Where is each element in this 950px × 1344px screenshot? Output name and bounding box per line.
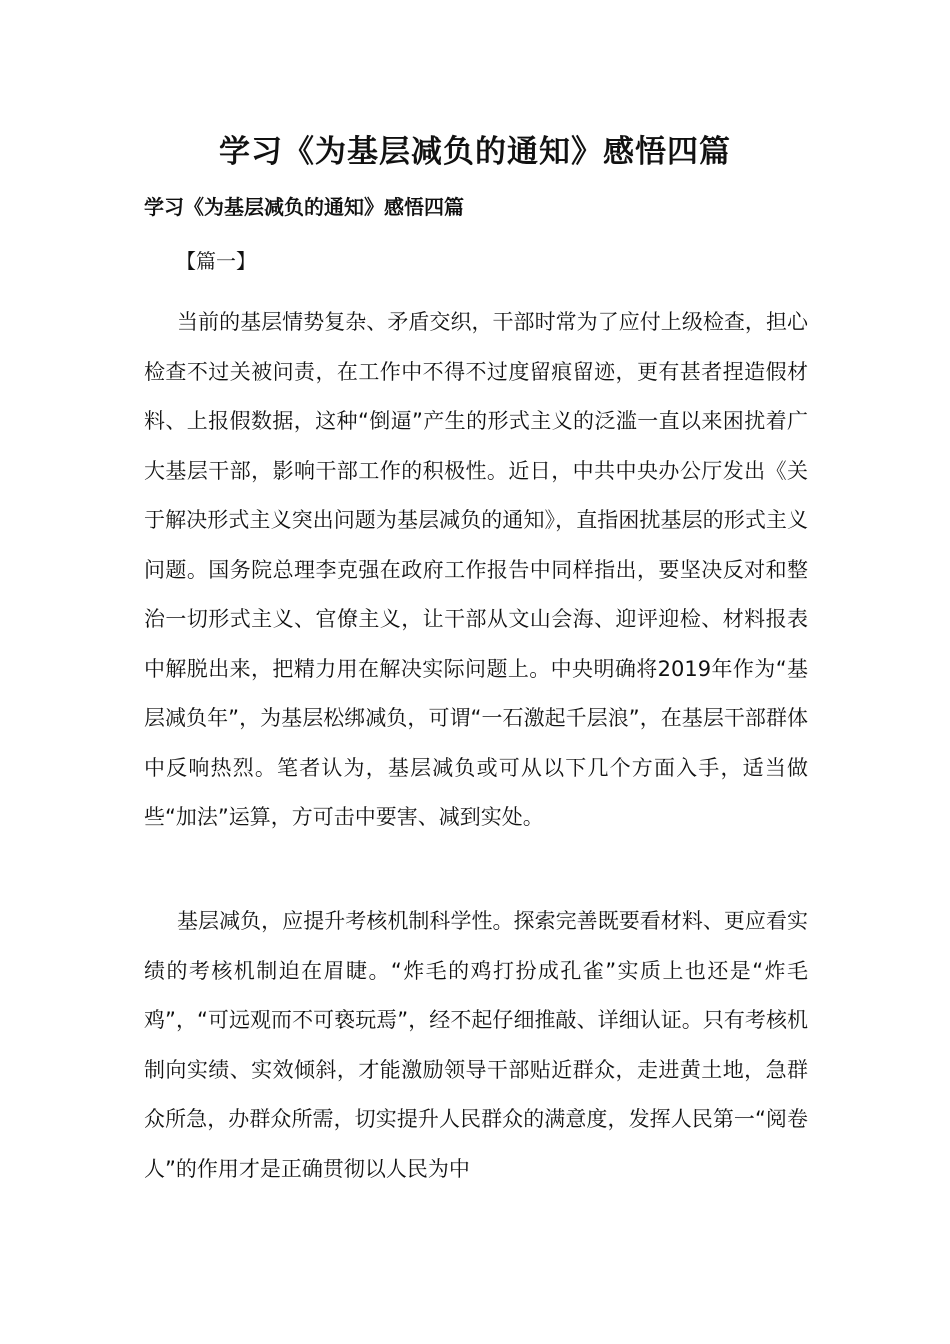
body-paragraph-2: 基层减负，应提升考核机制科学性。探索完善既要看材料、更应看实绩的考核机制迫在眉睫。“炸毛的鸡打扮成孔雀”实质上也还是“炸毛鸡”，“可远观而不可亵玩焉”，经不起仔细推敲、详细认证。只有考核机制向实绩、实效倾斜，才能激励领导干部贴近群众，走进黄土地，急群众所急，办群众所需，切实提升人民群众的满意度，发挥人民第一“阅卷人”的作用才是正确贯彻以人民为中: [144, 909, 808, 1181]
document-title: 学习《为基层减负的通知》感悟四篇: [219, 134, 731, 170]
body-paragraph-1: 当前的基层情势复杂、矛盾交织，干部时常为了应付上级检查，担心检查不过关被问责，在工作中不得不过度留痕留迹，更有甚者捏造假材料、上报假数据，这种“倒逼”产生的形式主义的泛滥一直以来困扰着广大基层干部，影响干部工作的积极性。近日，中共中央办公厅发出《关于解决形式主义突出问题为基层减负的通知》，直指困扰基层的形式主义问题。国务院总理李克强在政府工作报告中同样指出，要坚决反对和整治一切形式主义、官僚主义，让干部从文山会海、迎评迎检、材料报表中解脱出来，把精力用在解决实际问题上。中央明确将2019年作为“基层减负年”，为基层松绑减负，可谓“一石激起千层浪”，在基层干部群体中反响热烈。笔者认为，基层减负或可从以下几个方面入手，适当做些“加法”运算，方可击中要害、减到实处。: [144, 310, 808, 829]
section-label: 【篇一】: [176, 249, 256, 273]
document-subtitle: 学习《为基层减负的通知》感悟四篇: [144, 195, 464, 219]
